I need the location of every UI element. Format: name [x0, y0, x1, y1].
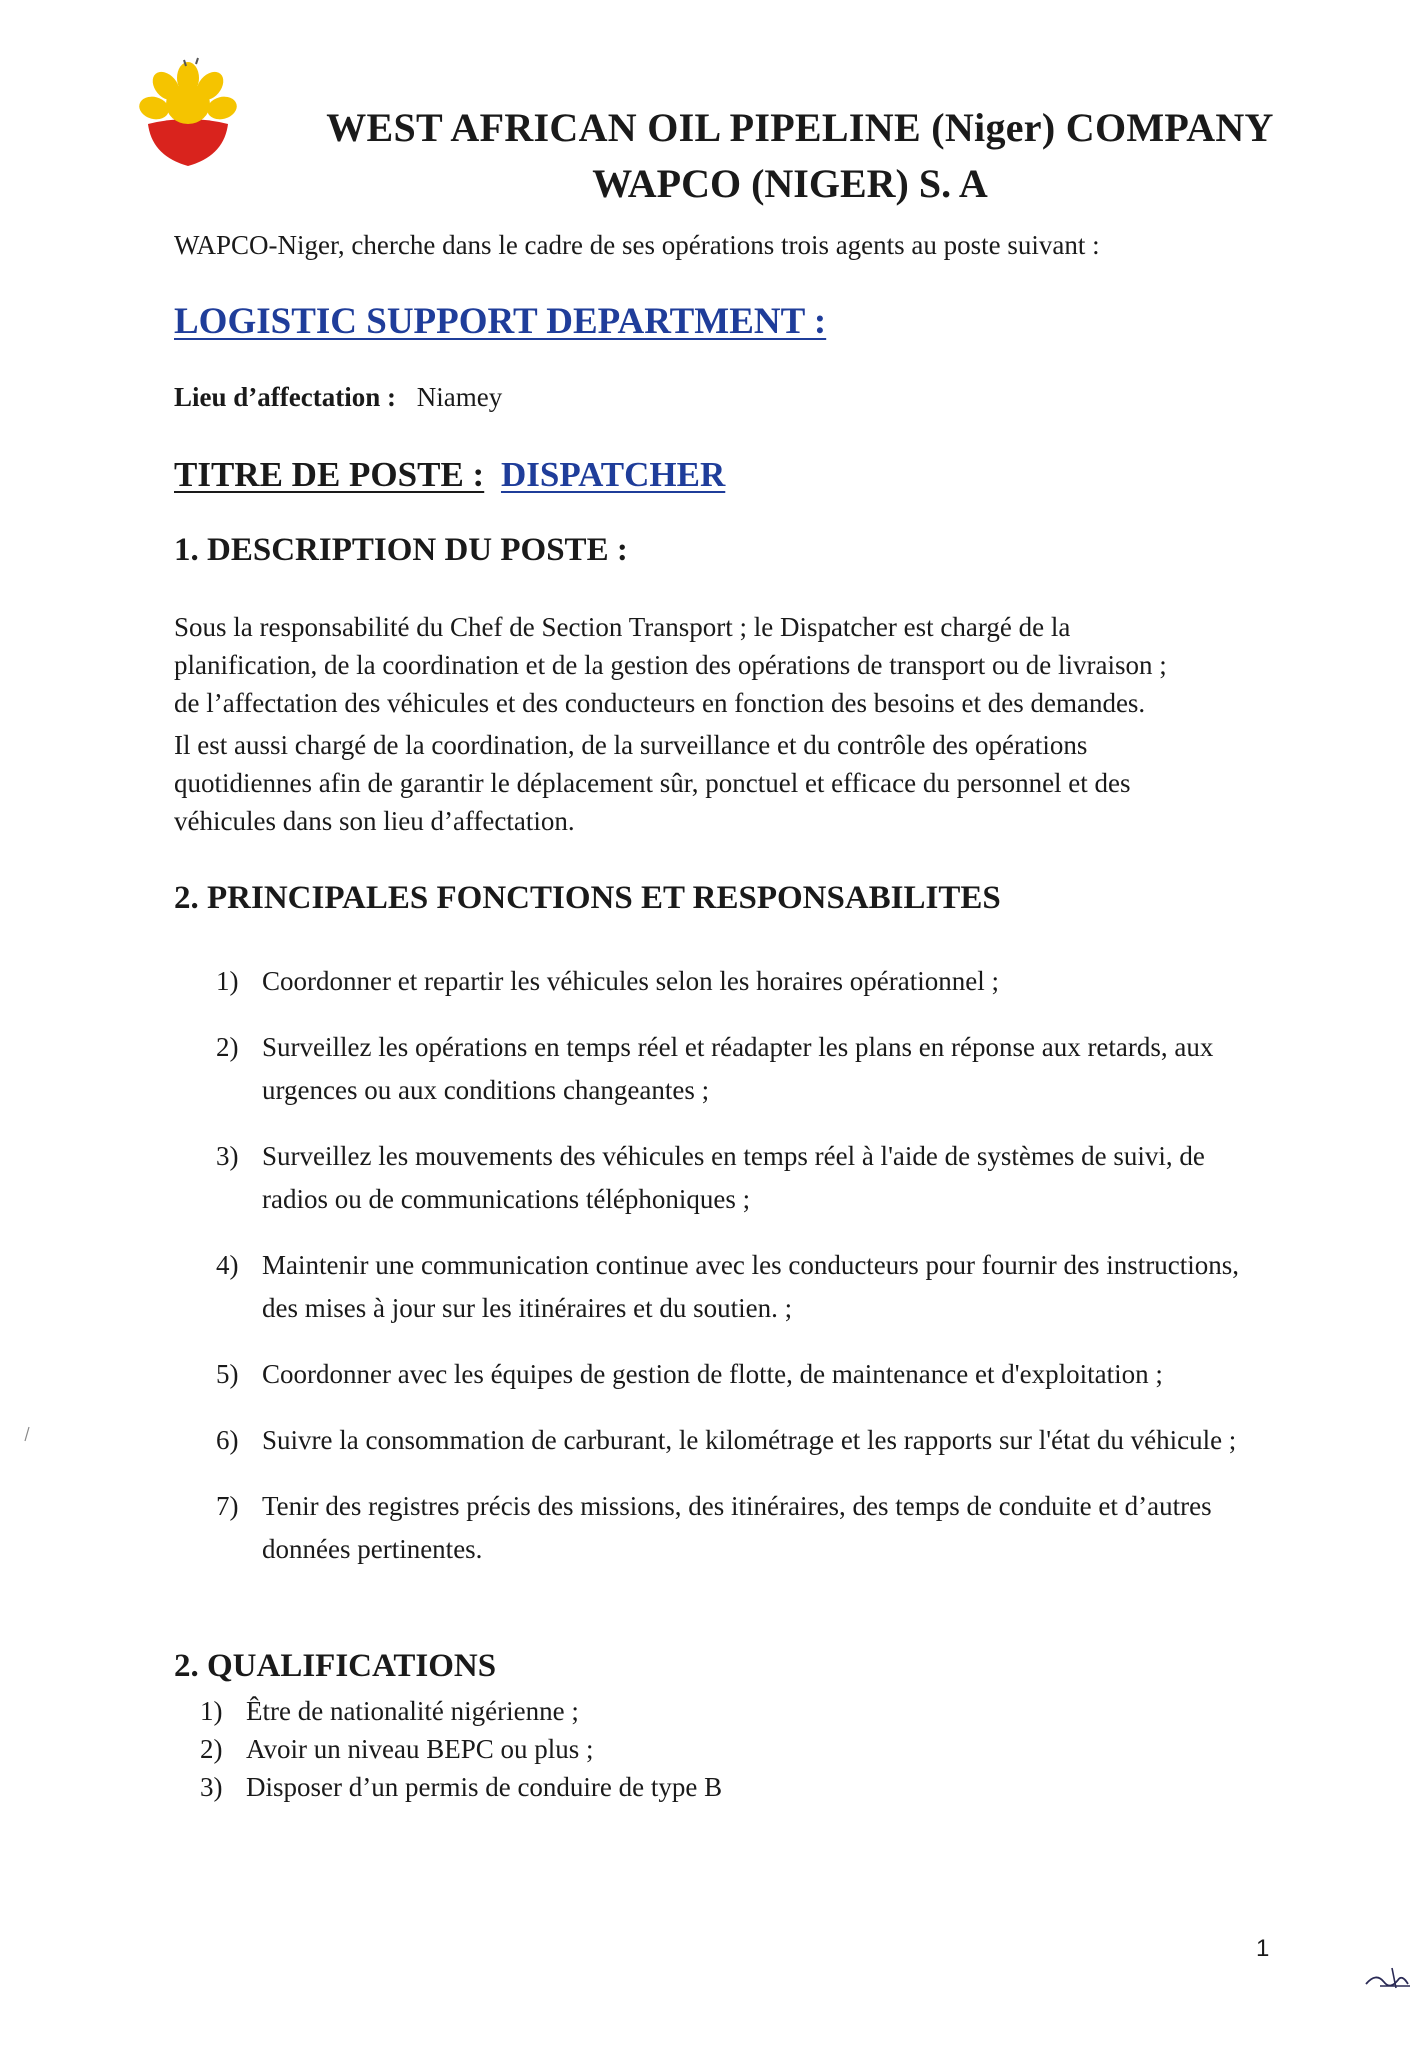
scan-mark-icon: [22, 1425, 32, 1443]
list-item: 5) Coordonner avec les équipes de gestion de flotte, de maintenance et d'exploitation ;: [216, 1359, 1163, 1389]
responsibilities-list: [216, 960, 1276, 1594]
list-item: 2) Avoir un niveau BEPC ou plus ;: [200, 1734, 594, 1764]
list-item: 4) Maintenir une communication continue avec les conducteurs pour fournir des instructions, des mises à jour sur les itinéraires et du soutien. ;: [216, 1250, 1239, 1323]
job-title-line: [174, 455, 725, 495]
section-3-heading: 2. QUALIFICATIONS: [174, 1648, 497, 1684]
location-label: Lieu d’affectation :: [174, 382, 396, 412]
paragraph-line: véhicules dans son lieu d’affectation.: [174, 806, 575, 836]
intro-text: WAPCO-Niger, cherche dans le cadre de ses opérations trois agents au poste suivant :: [174, 230, 1100, 260]
paragraph-line: Sous la responsabilité du Chef de Section Transport ; le Dispatcher est chargé de la: [174, 612, 1071, 642]
list-item: 3) Disposer d’un permis de conduire de type B: [200, 1772, 723, 1802]
list-item: 2) Surveillez les opérations en temps réel et réadapter les plans en réponse aux retards, aux urgences ou aux conditions changeantes ;: [216, 1032, 1214, 1105]
job-title-value: DISPATCHER: [500, 455, 726, 494]
qualifications-list: [200, 1692, 722, 1806]
description-paragraph-1: [174, 608, 1262, 722]
list-item: 3) Surveillez les mouvements des véhicules en temps réel à l'aide de systèmes de suivi, de radios ou de communications téléphoniques ;: [216, 1141, 1205, 1214]
handwritten-initials-icon: [1362, 1962, 1414, 1996]
section-2-heading: 2. PRINCIPALES FONCTIONS ET RESPONSABILITES: [174, 880, 1001, 916]
company-logo-icon: [128, 56, 248, 176]
paragraph-line: de l’affectation des véhicules et des conducteurs en fonction des besoins et des demandes.: [174, 688, 1146, 718]
paragraph-line: planification, de la coordination et de la gestion des opérations de transport ou de livraison ;: [174, 650, 1167, 680]
paragraph-line: quotidiennes afin de garantir le déplacement sûr, ponctuel et efficace du personnel et des: [174, 768, 1131, 798]
location-value: Niamey: [416, 382, 503, 412]
list-item: 6) Suivre la consommation de carburant, le kilométrage et les rapports sur l'état du véhicule ;: [216, 1425, 1237, 1455]
description-paragraph-2: [174, 726, 1262, 840]
page-number: 1: [1256, 1935, 1270, 1962]
list-item: 7) Tenir des registres précis des missions, des itinéraires, des temps de conduite et d’autres données pertinentes.: [216, 1491, 1212, 1564]
list-item: 1) Être de nationalité nigérienne ;: [200, 1696, 579, 1726]
company-short-name: WAPCO (NIGER) S. A: [592, 161, 988, 206]
location-line: [174, 382, 502, 413]
list-item: 1) Coordonner et repartir les véhicules selon les horaires opérationnel ;: [216, 966, 1000, 996]
section-1-heading: 1. DESCRIPTION DU POSTE :: [174, 532, 628, 568]
company-name: WEST AFRICAN OIL PIPELINE (Niger) COMPANY: [326, 105, 1274, 150]
job-title-label: TITRE DE POSTE :: [174, 455, 485, 494]
paragraph-line: Il est aussi chargé de la coordination, de la surveillance et du contrôle des opérations: [174, 730, 1088, 760]
department-heading: LOGISTIC SUPPORT DEPARTMENT :: [174, 301, 827, 342]
